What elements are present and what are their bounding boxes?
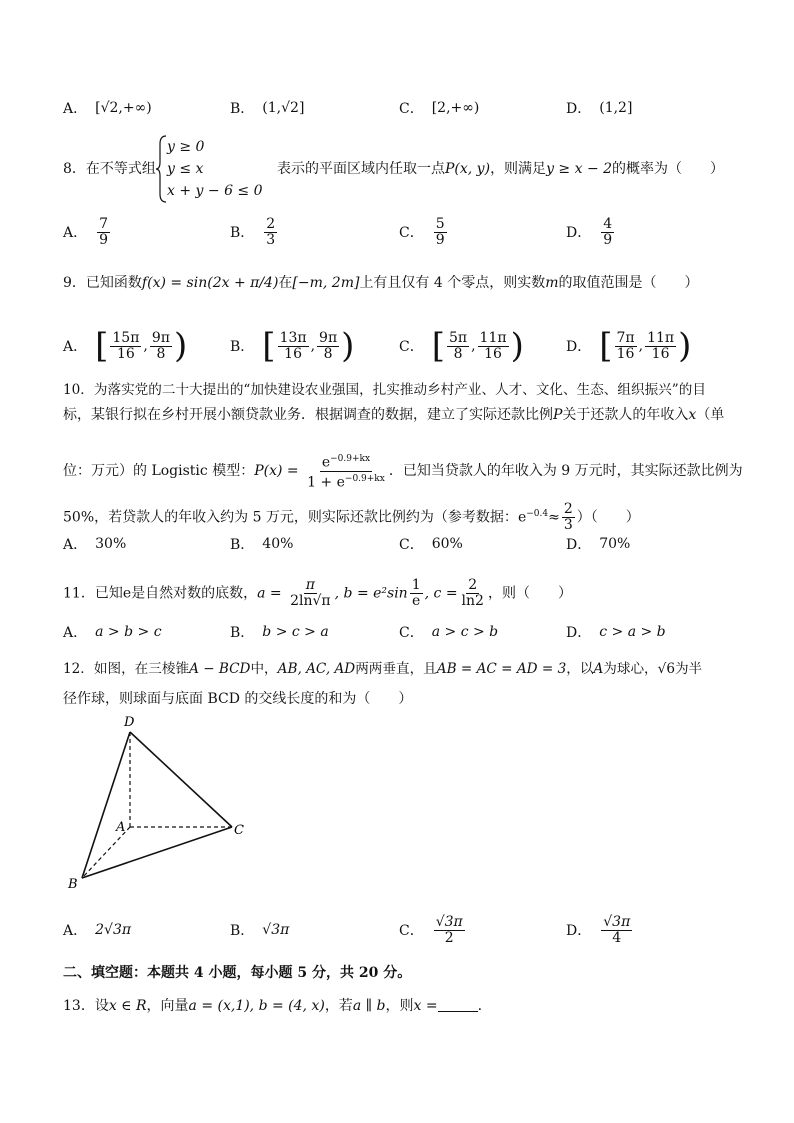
label-d: D: [124, 715, 135, 730]
label-b: B: [68, 877, 78, 892]
q8-option-c[interactable]: C． $\frac{5}{9}$: [399, 215, 445, 248]
q8-ineq-3: x + y − 6 ≤ 0: [167, 183, 263, 199]
q12-option-d[interactable]: D． $\frac{√3\pi}{4}$: [566, 913, 631, 946]
q11-options: [63, 622, 754, 642]
q7-option-a-text: [√2,+∞): [95, 100, 152, 116]
q8-stem-rest: 表示的平面区域内任取一点P(x, y)，则满足y ≥ x − 2的概率为（ ）: [277, 161, 725, 177]
q11-stem: 11．已知e是自然对数的底数，a = $\frac{\pi}{2\ln√\pi}$ , b = e²sin $\frac{1}{e}$ , c = $\frac{2}{\ln 2}$ ，则（ ）: [63, 577, 572, 609]
q10-line-1: 10．为落实党的二十大提出的“加快建设农业强国，扎实推动乡村产业、人才、文化、生态、组织振兴”的目: [63, 382, 706, 398]
q8-ineq-2: y ≤ x: [167, 161, 204, 177]
q7-option-d-text: (1,2]: [599, 100, 633, 116]
q10-logistic-fraction: $\frac{e^{-0.9+kx}}{1 + e^{-0.9+kx}}$: [307, 454, 385, 491]
q12-options: [63, 910, 754, 950]
q7-option-c-text: [2,+∞): [431, 100, 480, 116]
q7-option-b-text: (1,√2]: [262, 100, 305, 116]
q7-option-b[interactable]: B． (1,√2]: [230, 100, 305, 117]
q9-option-c[interactable]: C． [ $\frac{5\pi}{8}$ , $\frac{11\pi}{16}$ ): [399, 326, 524, 366]
q11-option-a[interactable]: A． a > b > c: [63, 624, 162, 641]
q8-option-d-fraction: $\frac{4}{9}$: [603, 215, 613, 248]
q10-option-d[interactable]: D． 70%: [566, 536, 631, 553]
q7-option-a[interactable]: A． [√2,+∞): [63, 100, 152, 117]
q11-option-d[interactable]: D． c > a > b: [566, 624, 666, 641]
q12-option-c[interactable]: C． $\frac{√3\pi}{2}$: [399, 913, 463, 946]
q12-line-1: 12．如图，在三棱锥A − BCD中，AB, AC, AD两两垂直，且AB = AC = AD = 3，以A为球心，√6为半: [63, 661, 703, 677]
q10-line-3: 位：万元）的 Logistic 模型：P(x) = $\frac{e^{-0.9+kx}}{1 + e^{-0.9+kx}}$ ．已知当贷款人的年收入为 9 万元时，其实际还款比例为: [63, 454, 743, 491]
q12-tetrahedron-figure: [60, 710, 260, 895]
q11-option-c[interactable]: C． a > c > b: [399, 624, 499, 641]
q8-option-a[interactable]: A． $\frac{7}{9}$: [63, 215, 109, 248]
q10-line-4: 50%，若贷款人的年收入约为 5 万元，则实际还款比例约为（参考数据：$e^{-0.4}\approx$ $\frac{2}{3}$ ）（ ）: [63, 501, 640, 533]
q8-options: [63, 212, 754, 252]
q13-stem: 13．设x ∈ R，向量a = (x,1), b = (4, x)，若a ∥ b，则x = .: [63, 998, 483, 1014]
q9-option-b[interactable]: B． [ $\frac{13\pi}{16}$ , $\frac{9\pi}{8}$ ): [230, 326, 355, 366]
q7-option-d[interactable]: D． (1,2]: [566, 100, 633, 117]
q8-option-a-fraction: $\frac{7}{9}$: [99, 215, 109, 248]
q8-inequality-system: [167, 136, 263, 202]
q10-option-c[interactable]: C． 60%: [399, 536, 463, 553]
q9-option-a[interactable]: A． [ $\frac{15\pi}{16}$ , $\frac{9\pi}{8}$ ): [63, 326, 188, 366]
q12-option-b[interactable]: B． √3π: [230, 922, 290, 939]
q8-stem-start: 8．在不等式组: [63, 161, 156, 177]
q8-option-b-fraction: $\frac{2}{3}$: [266, 215, 276, 248]
q11-option-b[interactable]: B． b > c > a: [230, 624, 329, 641]
label-a: A: [116, 820, 126, 835]
q9-stem: 9．已知函数f(x) = sin(2x + π/4)在[−m, 2m]上有且仅有 4 个零点，则实数m的取值范围是（ ）: [63, 275, 699, 291]
q10-option-a[interactable]: A． 30%: [63, 536, 127, 553]
q7-option-c[interactable]: C． [2,+∞): [399, 100, 480, 117]
q7-options: [63, 88, 754, 128]
q9-options: [63, 326, 754, 366]
q8-ineq-1: y ≥ 0: [167, 139, 205, 155]
q13-answer-blank[interactable]: [438, 999, 478, 1012]
section-2-heading: 二、填空题：本题共 4 小题，每小题 5 分，共 20 分。: [63, 965, 412, 981]
q12-line-2: 径作球，则球面与底面 BCD 的交线长度的和为（ ）: [63, 691, 413, 707]
q8-option-d[interactable]: D． $\frac{4}{9}$: [566, 215, 613, 248]
q8-option-b[interactable]: B． $\frac{2}{3}$: [230, 215, 276, 248]
q12-option-a[interactable]: A． 2√3π: [63, 922, 132, 939]
q9-function: f(x) = sin(2x + π/4): [141, 275, 279, 291]
q9-option-d[interactable]: D． [ $\frac{7\pi}{16}$ , $\frac{11\pi}{16}$ ): [566, 326, 692, 366]
q9-interval: [−m, 2m]: [292, 275, 360, 291]
q8-option-c-fraction: $\frac{5}{9}$: [435, 215, 445, 248]
q10-option-b[interactable]: B． 40%: [230, 536, 294, 553]
q10-line-2: 标，某银行拟在乡村开展小额贷款业务．根据调查的数据，建立了实际还款比例P关于还款人的年收入x（单: [63, 407, 725, 423]
label-c: C: [234, 823, 244, 838]
q10-options: [63, 534, 754, 554]
